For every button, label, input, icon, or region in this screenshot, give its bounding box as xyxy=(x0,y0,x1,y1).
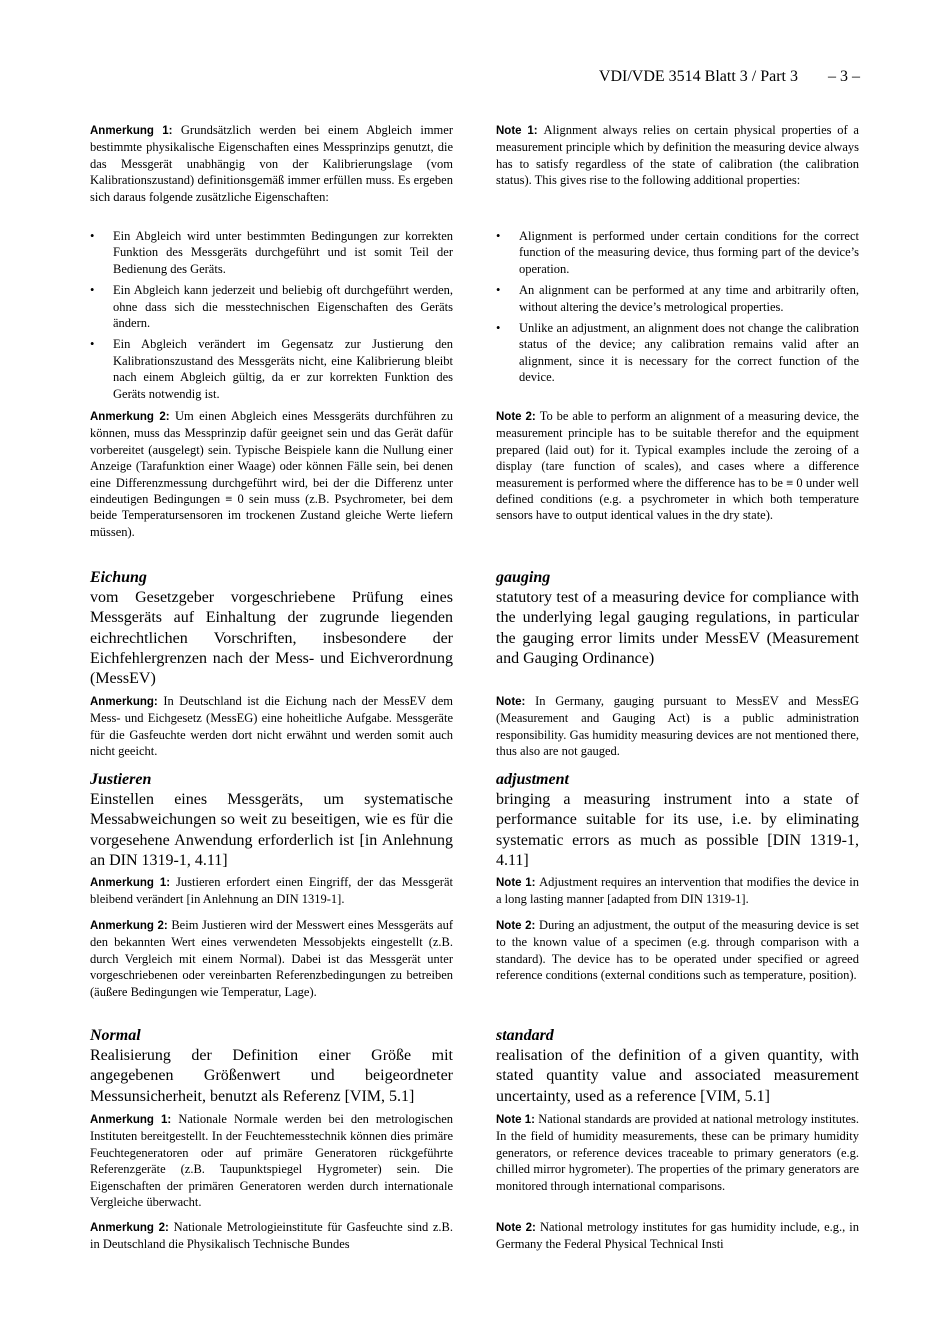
term-heading: Normal xyxy=(90,1027,141,1044)
note-text: Um einen Abgleich eines Messgeräts durchführen zu können, muss das Messprinzip dafür geeignet sein und das Gerät dafür vorbereitet (ausgelegt) sein. Typische Beispiele kann die Nullung einer Anzeige (Tarafunktion einer Waage) oder können Fälle sein, bei denen eine Differenzmessung durchgeführt wird, bei der die Differenz unter eindeutigen Bedingungen ≡ 0 sein muss (z.B. Psychrometer, bei dem beide Temperatursensoren im trockenen Zustand gleiche Werte liefern müssen). xyxy=(90,409,453,539)
note-label: Note 1: xyxy=(496,125,538,137)
alignment-note-1 xyxy=(496,122,859,189)
term-definition: Einstellen eines Messgeräts, um systematische Messabweichungen so weit zu beseitigen, wie es für die vorgesehene Anwendung erforderlich ist [in Anlehnung an DIN 1319-1, 4.11] xyxy=(90,791,453,869)
note-text: Grundsätzlich werden bei einem Abgleich immer bestimmte physikalische Eigenschaften eines Messprinzips genutzt, die das Messgerät unabhängig von der Kalibrierungslage (vom Kalibrationszustand) definitionsgemäß immer erfüllen muss. Es ergeben sich daraus folgende zusätzliche Eigenschaften: xyxy=(90,123,453,204)
note-text: In Germany, gauging pursuant to MessEV and MessEG (Measurement and Gauging Act) is a public administration responsibility. Gas humidity measuring devices are not mentioned there, thus also are not gauged. xyxy=(496,694,859,759)
term-heading: Eichung xyxy=(90,569,147,586)
note-text: National standards are provided at national metrology institutes. In the field of humidity measurements, these can be primary humidity generators, or reference devices traceable to primary generators (e.g. chilled mirror hygrometer). The properties of the primary generators are monitored through international comparisons. xyxy=(496,1112,859,1193)
term-gauging xyxy=(496,568,859,669)
term-heading: gauging xyxy=(496,569,551,586)
alignment-properties-list xyxy=(90,228,453,407)
list-item: • Unlike an adjustment, an alignment does not change the calibration status of the device; any calibration remains valid after an alignment, since it is necessary for the correct function of the device. xyxy=(496,320,859,386)
term-adjustment xyxy=(496,770,859,871)
list-item: • Ein Abgleich verändert im Gegensatz zur Justierung den Kalibrationszustand des Messgeräts nicht, eine Kalibrierung bleibt nach einem Abgleich gültig, da er zur korrekten Funktion des Geräts notwendig ist. xyxy=(90,336,453,402)
term-definition: Realisierung der Definition einer Größe mit angegebenen Größenwert und beigeordneter Messunsicherheit, benutzt als Referenz [VIM, 5.1] xyxy=(90,1047,453,1105)
term-heading: adjustment xyxy=(496,771,569,788)
note-label: Note: xyxy=(496,696,526,708)
standard-note-2 xyxy=(496,1219,859,1253)
alignment-properties-list xyxy=(496,228,859,391)
page-number: – 3 – xyxy=(828,68,860,85)
standard-note-1 xyxy=(496,1111,859,1194)
note-text: Nationale Normale werden bei den metrologischen Instituten bereitgestellt. In der Feuchtemesstechnik können dies primäre Feuchtegeneratoren oder auf primäre Generatoren rückgeführte Referenzgeräte (z.B. Taupunktspiegel Hygrometer) sein. Die Eigenschaften der primären Generatoren werden durch internationale Vergleiche überwacht. xyxy=(90,1112,453,1210)
note-label: Note 2: xyxy=(496,1222,536,1234)
note-text: Alignment always relies on certain physical properties of a measurement principle which by definition the measuring device always has to satisfy regardless of the state of calibration (the calibration status). This gives rise to the following additional properties: xyxy=(496,123,859,188)
note-text: Beim Justieren wird der Messwert eines Messgeräts auf den bekannten Wert eines verwendeten Messobjekts eingestellt (z.B. durch Vergleich mit einem Normal). Dabei ist das Messgerät unter vorgeschriebenen oder vereinbarten Referenzbedingungen zu betreiben (äußere Bedingungen wie Temperatur, Lage). xyxy=(90,918,453,999)
adjustment-note-2 xyxy=(496,917,859,984)
note-text: To be able to perform an alignment of a measuring device, the measurement principle has to be suitable therefor and the equipment prepared (laid out) for it. Typical examples include the zeroing of a display (tare function of scales), and cases where a difference measurement is performed where the difference has to be ≡ 0 under well defined conditions (e.g. a psychrometer in which both temperature sensors have to output identical values in the dry state). xyxy=(496,409,859,523)
term-heading: Justieren xyxy=(90,771,152,788)
list-item: • Alignment is performed under certain conditions for the correct function of the measuring device, thus forming part of the device’s operation. xyxy=(496,228,859,277)
term-definition: statutory test of a measuring device for compliance with the underlying legal gauging regulations, in particular the gauging error limits under MessEV (Measurement and Gauging Ordinance) xyxy=(496,589,859,667)
alignment-note-1 xyxy=(90,122,453,205)
note-text: National metrology institutes for gas humidity include, e.g., in Germany the Federal Physical Technical Insti xyxy=(496,1220,859,1252)
note-label: Note 1: xyxy=(496,877,536,889)
gauging-note xyxy=(496,693,859,760)
term-standard xyxy=(496,1026,859,1107)
note-text: Justieren erfordert einen Eingriff, der das Messgerät bleibend verändert [in Anlehnung an DIN 1319-1]. xyxy=(90,875,453,907)
note-label: Anmerkung 2: xyxy=(90,411,170,423)
alignment-note-2 xyxy=(90,408,453,540)
note-label: Anmerkung 2: xyxy=(90,920,168,932)
term-heading: standard xyxy=(496,1027,554,1044)
normal-note-1 xyxy=(90,1111,453,1210)
document-title: VDI/VDE 3514 Blatt 3 / Part 3 xyxy=(598,68,798,85)
term-normal xyxy=(90,1026,453,1107)
term-eichung xyxy=(90,568,453,689)
term-definition: realisation of the definition of a given quantity, with stated quantity value and associated measurement uncertainty, used as a reference [VIM, 5.1] xyxy=(496,1047,859,1105)
note-text: Adjustment requires an intervention that modifies the device in a long lasting manner [adapted from DIN 1319-1]. xyxy=(496,875,859,907)
note-label: Anmerkung 1: xyxy=(90,125,173,137)
note-label: Anmerkung: xyxy=(90,696,158,708)
term-definition: bringing a measuring instrument into a state of performance suitable for its use, i.e. by eliminating systematic errors as much as possible [DIN 1319-1, 4.11] xyxy=(496,791,859,869)
note-text: During an adjustment, the output of the measuring device is set to the known value of a specimen (e.g. through comparison with a standard). The device has to be operated under specified or agreed reference conditions (external conditions such as temperature, position). xyxy=(496,918,859,983)
note-label: Anmerkung 1: xyxy=(90,877,171,889)
note-label: Note 2: xyxy=(496,920,536,932)
note-text: In Deutschland ist die Eichung nach der MessEV dem Mess- und Eichgesetz (MessEG) eine hoheitliche Aufgabe. Messgeräte für die Gasfeuchte werden dort nicht erwähnt und werden somit auch nicht geeicht. xyxy=(90,694,453,759)
list-item: • Ein Abgleich kann jederzeit und beliebig oft durchgeführt werden, ohne dass sich die messtechnischen Eigenschaften des Geräts ändern. xyxy=(90,282,453,331)
justieren-note-2 xyxy=(90,917,453,1000)
note-label: Note 1: xyxy=(496,1114,535,1126)
eichung-note xyxy=(90,693,453,760)
justieren-note-1 xyxy=(90,874,453,908)
note-text: Nationale Metrologieinstitute für Gasfeuchte sind z.B. in Deutschland die Physikalisch Technische Bundes xyxy=(90,1220,453,1252)
note-label: Anmerkung 1: xyxy=(90,1114,172,1126)
list-item: • An alignment can be performed at any time and arbitrarily often, without altering the device’s metrological properties. xyxy=(496,282,859,315)
alignment-note-2 xyxy=(496,408,859,524)
list-item: • Ein Abgleich wird unter bestimmten Bedingungen zur korrekten Funktion des Messgeräts durchgeführt und ist somit Teil der Bedienung des Geräts. xyxy=(90,228,453,277)
page-header xyxy=(599,68,860,86)
term-definition: vom Gesetzgeber vorgeschriebene Prüfung eines Messgeräts auf Einhaltung der zugrunde liegenden eichrechtlichen Vorschriften, insbesondere der Eichfehlergrenzen nach der Mess- und Eichverordnung (MessEV) xyxy=(90,589,453,688)
normal-note-2 xyxy=(90,1219,453,1253)
adjustment-note-1 xyxy=(496,874,859,908)
term-justieren xyxy=(90,770,453,871)
note-label: Note 2: xyxy=(496,411,536,423)
note-label: Anmerkung 2: xyxy=(90,1222,169,1234)
